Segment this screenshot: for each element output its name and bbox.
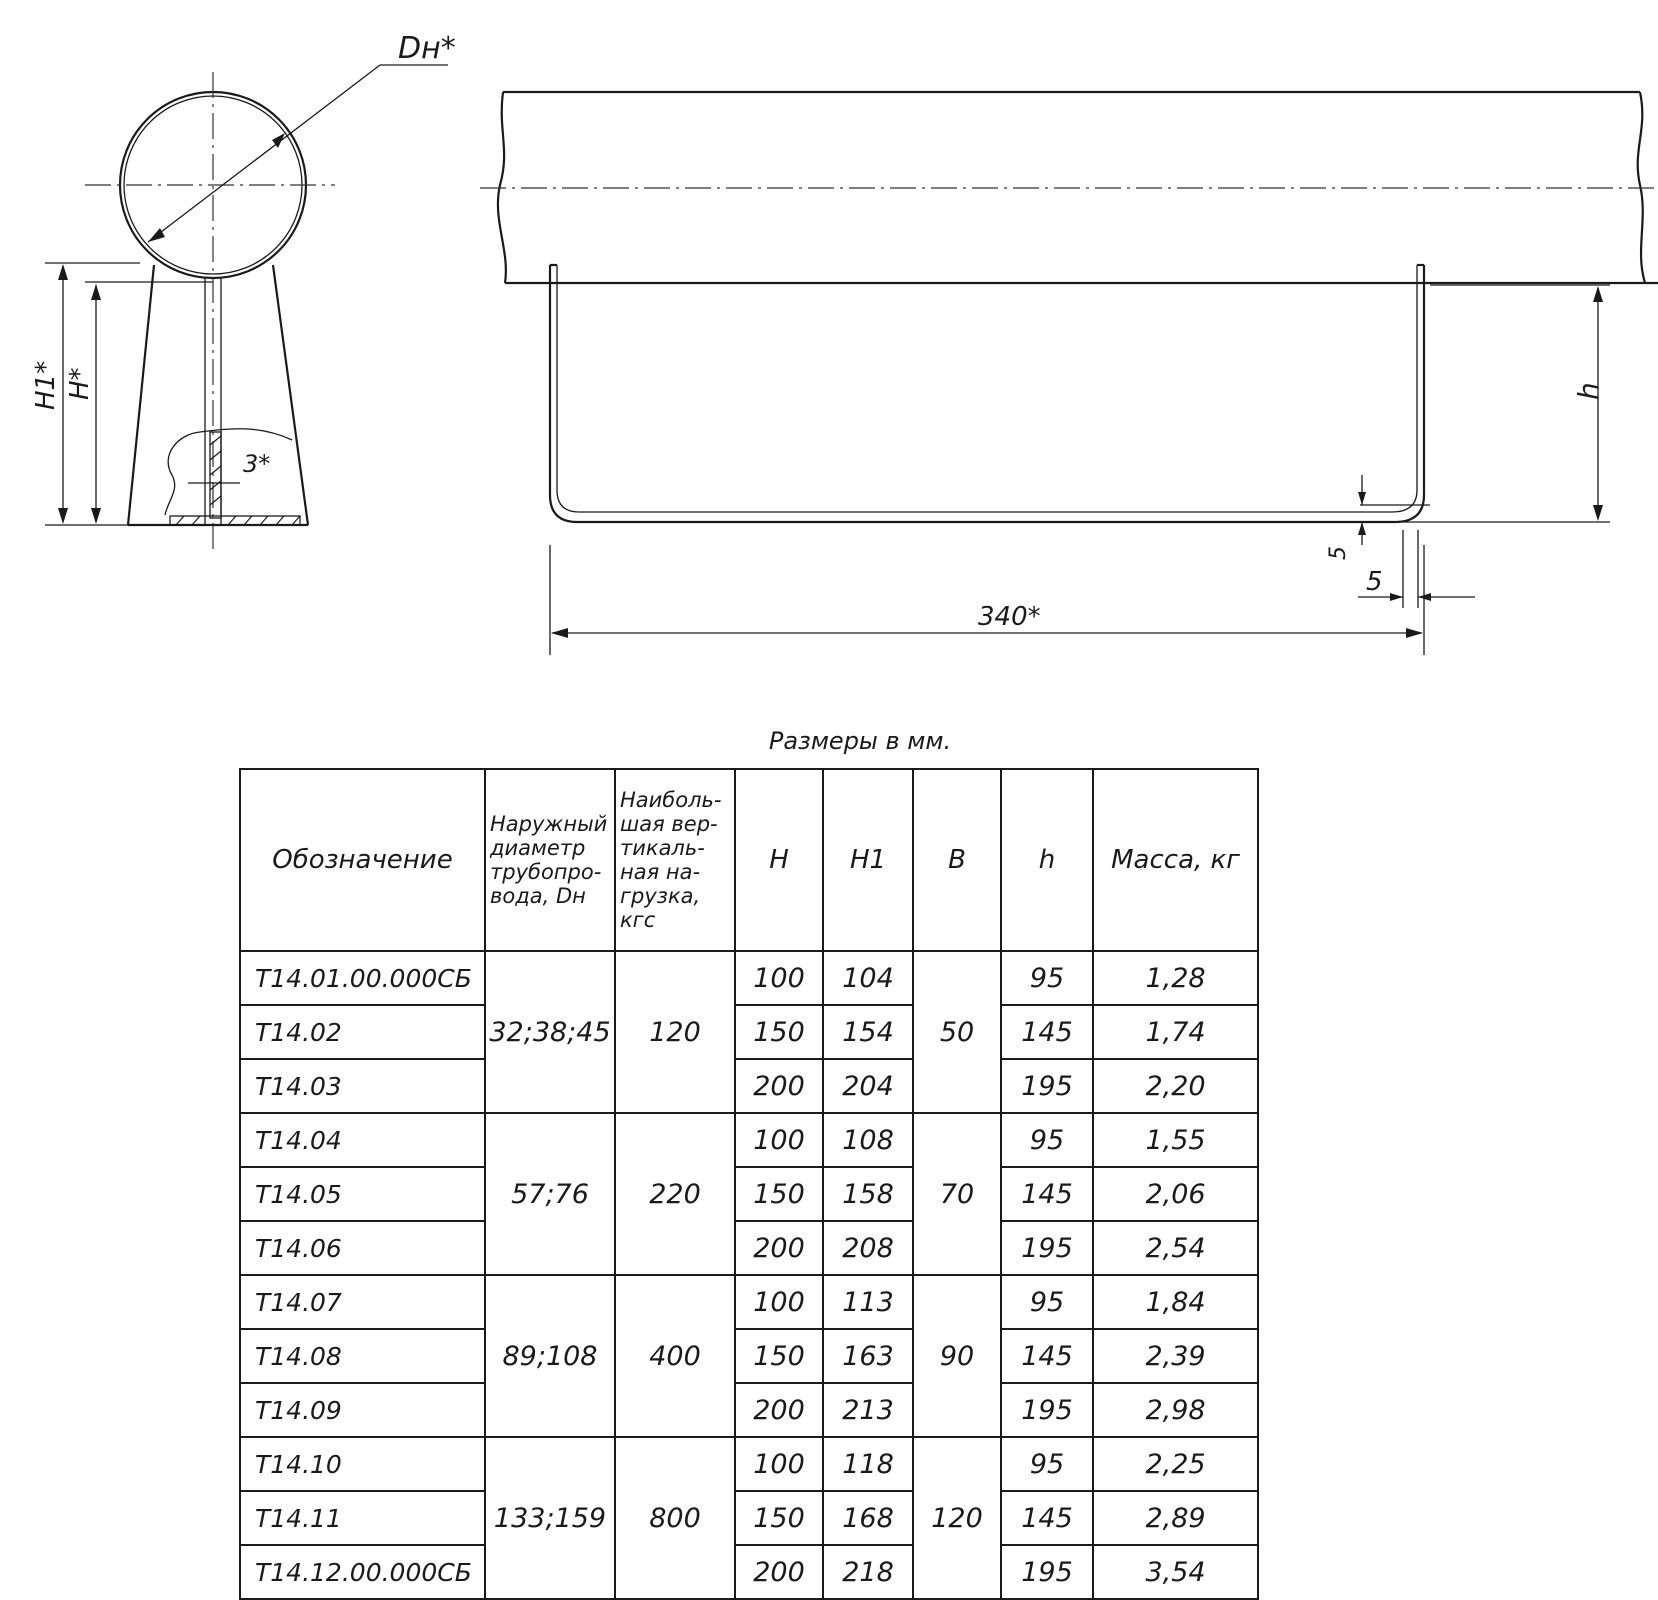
bracket-inner (557, 265, 1417, 512)
header-diameter: Наружный диаметр трубопро-вода, Dн (485, 769, 615, 951)
h-cell: 95 (1001, 1113, 1093, 1167)
designation-cell: Т14.12.00.000СБ (240, 1545, 485, 1599)
mass-cell: 2,06 (1093, 1167, 1258, 1221)
designation-cell: Т14.01.00.000СБ (240, 951, 485, 1005)
H1-cell: 218 (823, 1545, 913, 1599)
header-load: Наиболь-шая вер-тикаль-ная на-грузка, кгс (615, 769, 735, 951)
specification-table (239, 768, 1259, 1600)
H1-cell: 118 (823, 1437, 913, 1491)
designation-cell: Т14.02 (240, 1005, 485, 1059)
H-cell: 100 (735, 1275, 823, 1329)
H-cell: 100 (735, 951, 823, 1005)
header-row (240, 769, 1258, 951)
H-cell: 100 (735, 1113, 823, 1167)
table-row (240, 1059, 1258, 1113)
table-row (240, 1545, 1258, 1599)
H-cell: 150 (735, 1329, 823, 1383)
H1-cell: 158 (823, 1167, 913, 1221)
header-H1: H1 (823, 769, 913, 951)
thickness-5-label: 5 (1366, 567, 1383, 597)
h-label: H* (65, 367, 95, 400)
technical-drawing (0, 0, 1658, 700)
front-view (480, 92, 1658, 655)
thickness-5-vertical-label: 5 (1326, 546, 1351, 560)
H1-cell: 213 (823, 1383, 913, 1437)
mass-cell: 3,54 (1093, 1545, 1258, 1599)
designation-cell: Т14.09 (240, 1383, 485, 1437)
h-cell: 145 (1001, 1329, 1093, 1383)
h1-label: H1* (31, 360, 61, 410)
table-row (240, 1383, 1258, 1437)
H1-cell: 108 (823, 1113, 913, 1167)
table-row (240, 1329, 1258, 1383)
cone-left-edge (128, 265, 154, 525)
designation-cell: Т14.11 (240, 1491, 485, 1545)
h-cell: 145 (1001, 1005, 1093, 1059)
designation-cell: Т14.07 (240, 1275, 485, 1329)
H-cell: 150 (735, 1005, 823, 1059)
h-cell: 95 (1001, 1275, 1093, 1329)
bracket-outer (550, 265, 1424, 522)
width-340-label: 340* (978, 602, 1041, 632)
H-cell: 200 (735, 1383, 823, 1437)
H1-cell: 168 (823, 1491, 913, 1545)
H1-cell: 154 (823, 1005, 913, 1059)
table-row (240, 1437, 1258, 1491)
H1-cell: 208 (823, 1221, 913, 1275)
mass-cell: 2,25 (1093, 1437, 1258, 1491)
mass-cell: 2,54 (1093, 1221, 1258, 1275)
H-cell: 200 (735, 1059, 823, 1113)
H-cell: 150 (735, 1491, 823, 1545)
table-row (240, 1113, 1258, 1167)
header-B: B (913, 769, 1001, 951)
header-designation: Обозначение (240, 769, 485, 951)
side-view (31, 31, 456, 555)
table-row (240, 1221, 1258, 1275)
diameter-cell: 32;38;45 (485, 951, 615, 1113)
mass-cell: 1,28 (1093, 951, 1258, 1005)
h-cell: 145 (1001, 1491, 1093, 1545)
h-cell: 195 (1001, 1545, 1093, 1599)
table-row (240, 1491, 1258, 1545)
mass-cell: 1,74 (1093, 1005, 1258, 1059)
B-cell: 90 (913, 1275, 1001, 1437)
mass-cell: 1,84 (1093, 1275, 1258, 1329)
dn-label: Dн* (398, 31, 456, 66)
B-cell: 50 (913, 951, 1001, 1113)
h-cell: 95 (1001, 951, 1093, 1005)
h-cell: 195 (1001, 1059, 1093, 1113)
H1-cell: 204 (823, 1059, 913, 1113)
load-cell: 800 (615, 1437, 735, 1599)
H-cell: 200 (735, 1545, 823, 1599)
mass-cell: 2,20 (1093, 1059, 1258, 1113)
table-row (240, 1167, 1258, 1221)
diameter-arrow-1 (148, 228, 165, 242)
h-cell: 145 (1001, 1167, 1093, 1221)
H-cell: 100 (735, 1437, 823, 1491)
load-cell: 400 (615, 1275, 735, 1437)
mass-cell: 2,39 (1093, 1329, 1258, 1383)
header-H: H (735, 769, 823, 951)
small-h-label: h (1572, 382, 1605, 400)
cone-right-edge (273, 265, 308, 525)
H1-cell: 113 (823, 1275, 913, 1329)
H1-cell: 163 (823, 1329, 913, 1383)
table-caption: Размеры в мм. (768, 727, 952, 755)
H1-cell: 104 (823, 951, 913, 1005)
designation-cell: Т14.08 (240, 1329, 485, 1383)
thickness-3-label: 3* (243, 450, 271, 478)
diameter-cell: 133;159 (485, 1437, 615, 1599)
table-row (240, 1005, 1258, 1059)
h-cell: 195 (1001, 1221, 1093, 1275)
h-cell: 95 (1001, 1437, 1093, 1491)
header-mass: Масса, кг (1093, 769, 1258, 951)
designation-cell: Т14.04 (240, 1113, 485, 1167)
H-cell: 150 (735, 1167, 823, 1221)
designation-cell: Т14.06 (240, 1221, 485, 1275)
h-cell: 195 (1001, 1383, 1093, 1437)
header-h: h (1001, 769, 1093, 951)
H-cell: 200 (735, 1221, 823, 1275)
diameter-cell: 57;76 (485, 1113, 615, 1275)
breakout-line (165, 429, 292, 515)
designation-cell: Т14.10 (240, 1437, 485, 1491)
table-row (240, 951, 1258, 1005)
diameter-leader (148, 65, 380, 242)
load-cell: 120 (615, 951, 735, 1113)
diameter-cell: 89;108 (485, 1275, 615, 1437)
designation-cell: Т14.05 (240, 1167, 485, 1221)
designation-cell: Т14.03 (240, 1059, 485, 1113)
mass-cell: 2,98 (1093, 1383, 1258, 1437)
table-row (240, 1275, 1258, 1329)
weld-hatch (170, 432, 300, 525)
mass-cell: 2,89 (1093, 1491, 1258, 1545)
load-cell: 220 (615, 1113, 735, 1275)
B-cell: 70 (913, 1113, 1001, 1275)
B-cell: 120 (913, 1437, 1001, 1599)
mass-cell: 1,55 (1093, 1113, 1258, 1167)
